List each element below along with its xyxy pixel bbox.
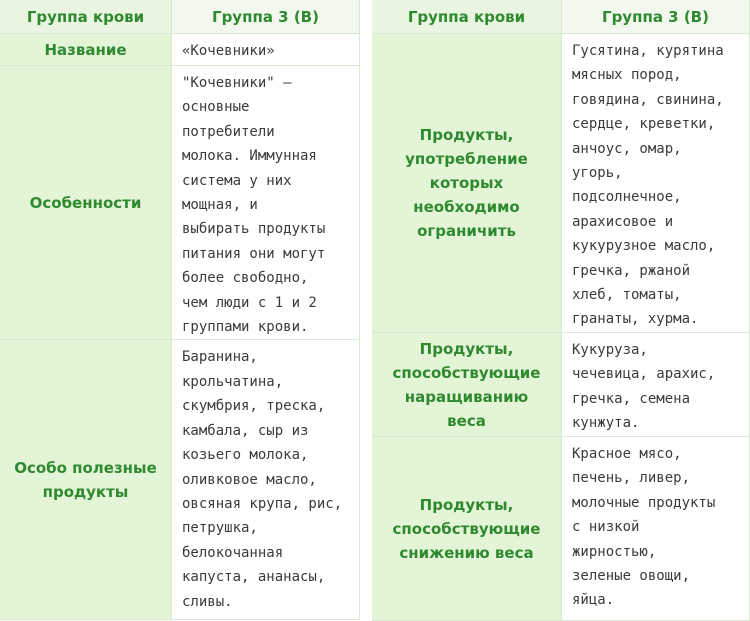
blood-group-table-left [0,0,360,620]
table-header-row [0,0,360,34]
table-row-weight-loss [372,437,750,621]
row-label-weight-loss: Продукты, способствующие снижению веса [392,495,541,562]
row-value-weight-loss: Красное мясо, печень, ливер, молочные продукты с низкой жирностью, зеленые овощи, яйца. [572,446,716,609]
row-value-features: "Кочевники" — основные потребители молока. Иммунная система у них мощная, и выбирать продукты питания они могут более свободно, чем люди с 1 и 2 группами крови. [182,75,326,336]
table-row-limit-products [372,34,750,333]
table-row-features [0,66,360,340]
table-row-weight-gain [372,333,750,437]
row-label-features: Особенности [29,193,142,212]
header-group-3: Группа 3 (В) [172,0,360,34]
row-value-name: «Кочевники» [182,43,275,59]
row-label-beneficial-products: Особо полезные продукты [14,458,157,501]
table-header-row [372,0,750,34]
row-value-weight-gain: Кукуруза, чечевица, арахис, гречка, семена кунжута. [572,342,716,432]
table-row-name [0,34,360,66]
header-blood-group: Группа крови [372,0,562,34]
header-group-3: Группа 3 (В) [562,0,750,34]
blood-group-table-right [372,0,750,621]
row-label-name: Название [44,40,127,59]
row-value-limit-products: Гусятина, курятина мясных пород, говядина, свинина, сердце, креветки, анчоус, омар, угорь, подсолнечное, арахисовое и кукурузное масло, гречка, ржаной хлеб, томаты, гранаты, хурма. [572,43,724,328]
row-label-limit-products: Продукты, употребление которых необходимо ограничить [405,126,528,240]
header-blood-group: Группа крови [0,0,172,34]
table-row-beneficial-products [0,340,360,620]
row-label-weight-gain: Продукты, способствующие наращиванию веса [392,339,541,430]
row-value-beneficial-products: Баранина, крольчатина, скумбрия, треска, камбала, сыр из козьего молока, оливковое масло, овсяная крупа, рис, петрушка, белокочанная капуста, ананасы, сливы. [182,349,343,610]
